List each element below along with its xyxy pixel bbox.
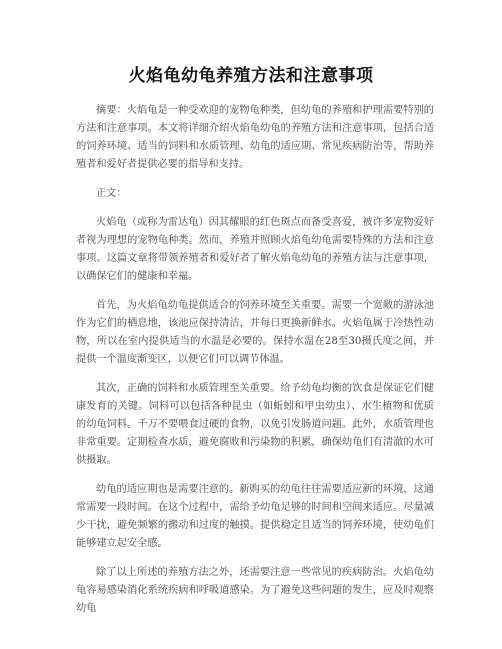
body-label: 正文：: [96, 188, 127, 199]
body-paragraph-5: 除了以上所述的养殖方法之外，还需要注意一些常见的疾病防治。火焰龟幼龟容易感染消化系统疾病和呼吸道感染。为了避免这些问题的发生，应及时观察幼龟: [76, 567, 434, 614]
body-paragraph-4: 幼龟的适应期也是需要注意的。新购买的幼龟往往需要适应新的环境，这通常需要一段时间。在这个过程中，需给予幼龟足够的时间和空间来适应。尽量减少干扰，避免频繁的搬动和过度的触摸。提供稳定且适当的饲养环境，使幼龟们能够建立起安全感。: [76, 484, 434, 549]
abstract-paragraph: 摘要：火焰龟是一种受欢迎的宠物龟种类，但幼龟的养殖和护理需要特别的方法和注意事项。本文将详细介绍火焰龟幼龟的养殖方法和注意事项，包括合适的饲养环境、适当的饲料和水质管理、幼龟的适应期、常见疾病防治等，帮助养殖者和爱好者提供必要的指导和支持。: [76, 105, 434, 170]
body-paragraph-2: 首先，为火焰龟幼龟提供适合的饲养环境至关重要。需要一个宽敞的游泳池作为它们的栖息地，该池应保持清洁，并每日更换新鲜水。火焰龟属于冷热性动物，所以在室内提供适当的水温是必要的。保持水温在28至30摄氏度之间，并提供一个温度渐变区，以便它们可以调节体温。: [76, 300, 434, 365]
body-paragraph-1: 火焰龟（或称为雷达龟）因其耀眼的红色斑点而备受喜爱，被许多宠物爱好者视为理想的宠物龟种类。然而，养殖并照顾火焰龟幼龟需要特殊的方法和注意事项。这篇文章将带领养殖者和爱好者了解火焰龟幼龟的养殖方法与注意事项，以确保它们的健康和幸福。: [76, 217, 434, 282]
document-body: [76, 102, 434, 629]
body-paragraph-3: 其次，正确的饲料和水质管理至关重要。给予幼龟均衡的饮食是保证它们健康发育的关键。饲料可以包括各种昆虫（如蚯蚓和甲虫幼虫）、水生植物和优质的幼龟饲料。千万不要喂食过硬的食物，以免引发肠道问题。此外，水质管理也非常重要。定期检查水质，避免腐败和污染物的积累，确保幼龟们有清澈的水可供摄取。: [76, 383, 434, 466]
document-title: 火焰龟幼龟养殖方法和注意事项: [128, 66, 374, 86]
